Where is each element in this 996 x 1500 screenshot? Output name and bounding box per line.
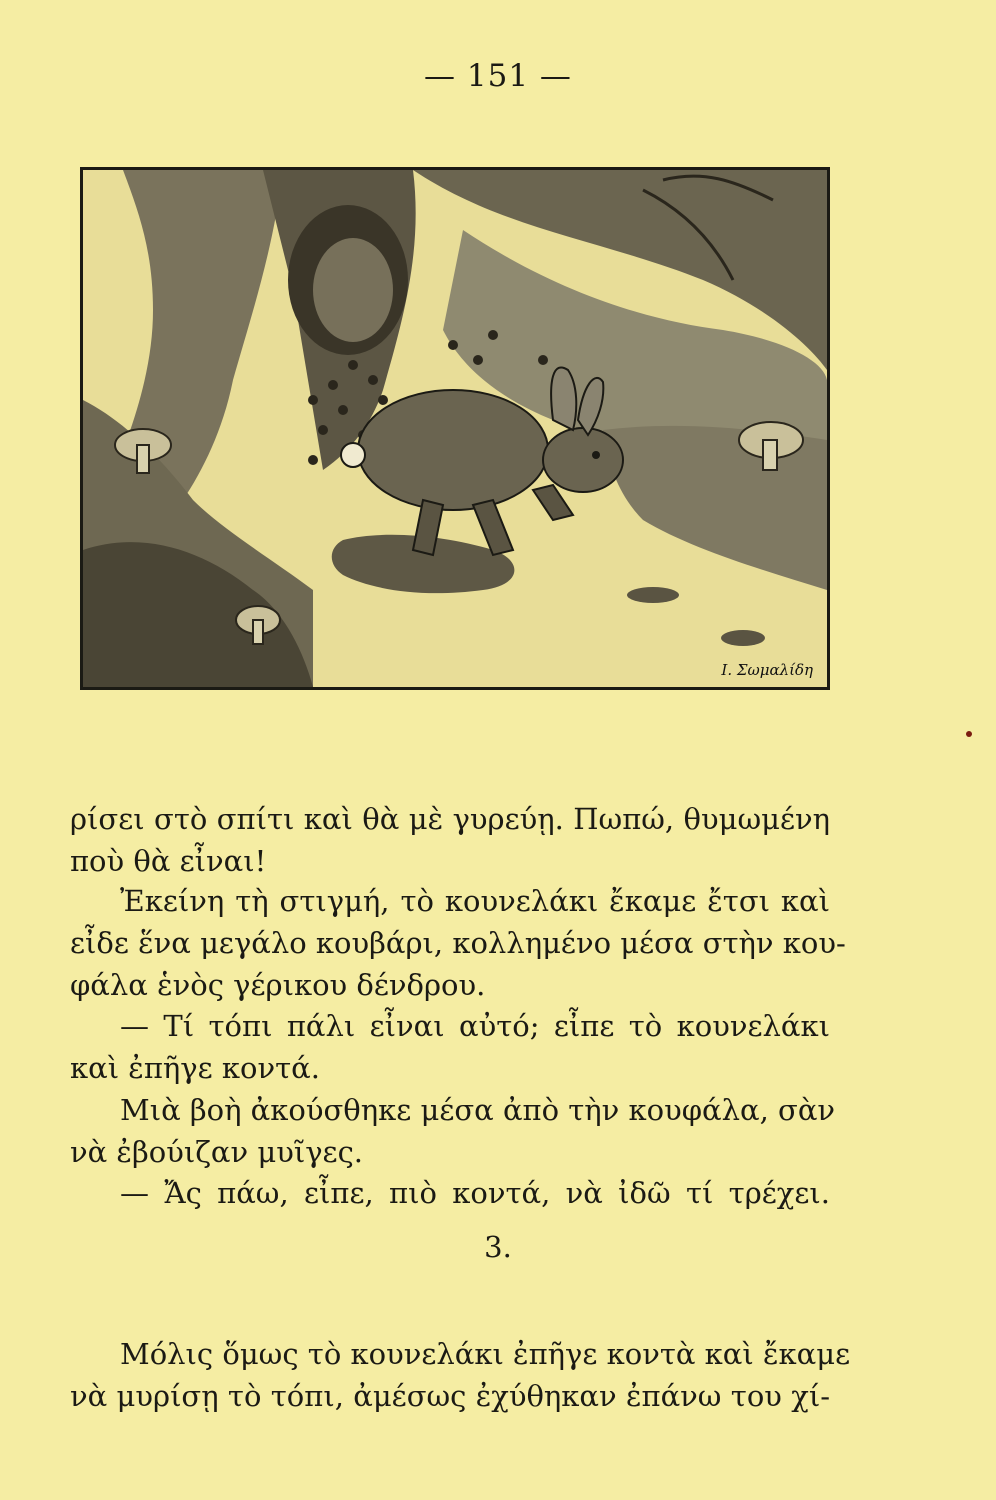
text-line: Ἐκείνη τὴ στιγμή, τὸ κουνελάκι ἔκαμε ἔτσι καὶ (120, 884, 830, 918)
text-line: — Ἄς πάω, εἶπε, πιὸ κοντά, νὰ ἰδῶ τί τρέχει. (120, 1176, 830, 1210)
text-line: νὰ μυρίσῃ τὸ τόπι, ἀμέσως ἐχύθηκαν ἐπάνω του χί- (70, 1379, 830, 1413)
text-line: Μόλις ὅμως τὸ κουνελάκι ἐπῆγε κοντὰ καὶ ἔκαμε (120, 1337, 851, 1371)
text-line: φάλα ἑνὸς γέρικου δένδρου. (70, 968, 486, 1002)
section-number: 3. (484, 1230, 512, 1264)
text-line: καὶ ἐπῆγε κοντά. (70, 1051, 320, 1085)
paragraph-1 (70, 798, 830, 882)
paragraph-5 (70, 1172, 830, 1214)
text-line: ποὺ θὰ εἶναι! (70, 844, 267, 878)
page-number: — 151 — (424, 58, 572, 94)
paragraph-final (70, 1333, 851, 1417)
illustrator-signature: Ι. Σωμαλίδη (721, 661, 813, 679)
illustration (80, 167, 830, 690)
paragraph-3 (70, 1005, 830, 1089)
text-line: — Τί τόπι πάλι εἶναι αὐτό; εἶπε τὸ κουνελάκι (120, 1009, 830, 1043)
rabbit-illustration-drawing (83, 170, 827, 687)
text-line: νὰ ἐβούιζαν μυῖγες. (70, 1135, 364, 1169)
margin-dot (966, 731, 972, 737)
paragraph-4 (70, 1089, 836, 1173)
text-line: Μιὰ βοὴ ἀκούσθηκε μέσα ἀπὸ τὴν κουφάλα, σὰν (120, 1093, 836, 1127)
text-line: ρίσει στὸ σπίτι καὶ θὰ μὲ γυρεύῃ. Πωπώ, θυμωμένη (70, 802, 830, 836)
paragraph-2 (70, 880, 846, 1006)
text-line: εἶδε ἕνα μεγάλο κουβάρι, κολλημένο μέσα στὴν κου- (70, 926, 846, 960)
